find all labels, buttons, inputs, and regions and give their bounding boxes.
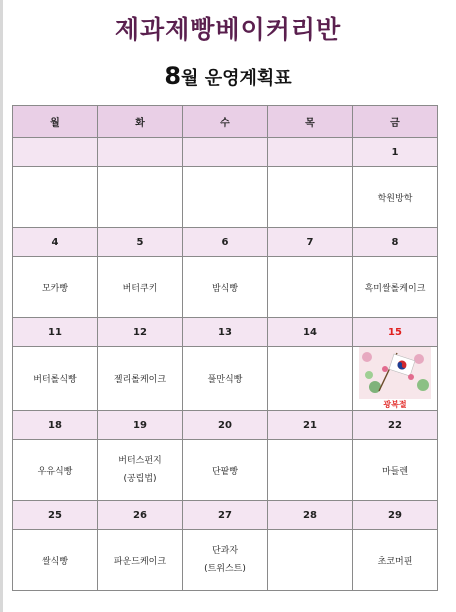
date-row: [13, 228, 438, 257]
date-cell: 1: [353, 138, 438, 167]
date-row: [13, 411, 438, 440]
page-edge: [0, 0, 3, 612]
menu-cell: 풀만식빵: [183, 347, 268, 411]
menu-cell: 버터스펀지 (공립법): [98, 440, 183, 501]
date-row: [13, 501, 438, 530]
menu-cell: 초코머핀: [353, 530, 438, 591]
date-cell: 19: [98, 411, 183, 440]
header-mon: 월: [13, 106, 98, 138]
korean-flag-illustration: [359, 347, 431, 399]
date-row: [13, 138, 438, 167]
date-cell: 20: [183, 411, 268, 440]
header-row: [13, 106, 438, 138]
date-cell: 26: [98, 501, 183, 530]
menu-row: [13, 347, 438, 411]
holiday-cell: [353, 347, 438, 411]
flag-flower-icon: [359, 347, 431, 399]
menu-cell: 모카빵: [13, 257, 98, 318]
header-tue: 화: [98, 106, 183, 138]
menu-cell: [268, 347, 353, 411]
header-fri: 금: [353, 106, 438, 138]
menu-cell: 버터롤식빵: [13, 347, 98, 411]
header-thu: 목: [268, 106, 353, 138]
subtitle-rest: 운영계획표: [204, 68, 292, 89]
date-row: [13, 318, 438, 347]
date-cell: 18: [13, 411, 98, 440]
date-cell: 12: [98, 318, 183, 347]
date-cell: 7: [268, 228, 353, 257]
menu-cell: 버터쿠키: [98, 257, 183, 318]
menu-cell: 흑미쌀롤케이크: [353, 257, 438, 318]
menu-cell: [268, 530, 353, 591]
date-cell: 21: [268, 411, 353, 440]
date-cell: 29: [353, 501, 438, 530]
date-cell: 4: [13, 228, 98, 257]
page-title: 제과제빵베이커리반: [114, 15, 342, 44]
date-cell: 27: [183, 501, 268, 530]
menu-cell: 파운드케이크: [98, 530, 183, 591]
menu-cell: [268, 257, 353, 318]
page-subtitle: [0, 62, 456, 90]
subtitle-month-suffix: 월: [181, 68, 199, 89]
menu-cell: 밤식빵: [183, 257, 268, 318]
schedule-table: [12, 105, 438, 591]
menu-cell: 학원방학: [353, 167, 438, 228]
menu-row: [13, 530, 438, 591]
menu-cell: 단팥빵: [183, 440, 268, 501]
date-cell: [13, 138, 98, 167]
menu-cell: [183, 167, 268, 228]
menu-cell: 젤리롤케이크: [98, 347, 183, 411]
menu-cell: 쌀식빵: [13, 530, 98, 591]
menu-cell: [13, 167, 98, 228]
holiday-label: 광복절: [383, 400, 407, 409]
menu-cell: 마들렌: [353, 440, 438, 501]
menu-cell: [98, 167, 183, 228]
menu-row: [13, 440, 438, 501]
holiday-date-cell: 15: [353, 318, 438, 347]
menu-cell: [268, 167, 353, 228]
menu-row: [13, 257, 438, 318]
date-cell: [98, 138, 183, 167]
menu-cell: 단과자 (트위스트): [183, 530, 268, 591]
date-cell: 28: [268, 501, 353, 530]
date-cell: [183, 138, 268, 167]
date-cell: [268, 138, 353, 167]
date-cell: 22: [353, 411, 438, 440]
date-cell: 6: [183, 228, 268, 257]
menu-row: [13, 167, 438, 228]
date-cell: 5: [98, 228, 183, 257]
date-cell: 13: [183, 318, 268, 347]
date-cell: 25: [13, 501, 98, 530]
header-wed: 수: [183, 106, 268, 138]
subtitle-month: 8: [164, 62, 182, 90]
date-cell: 8: [353, 228, 438, 257]
date-cell: 14: [268, 318, 353, 347]
date-cell: 11: [13, 318, 98, 347]
menu-cell: 우유식빵: [13, 440, 98, 501]
menu-cell: [268, 440, 353, 501]
